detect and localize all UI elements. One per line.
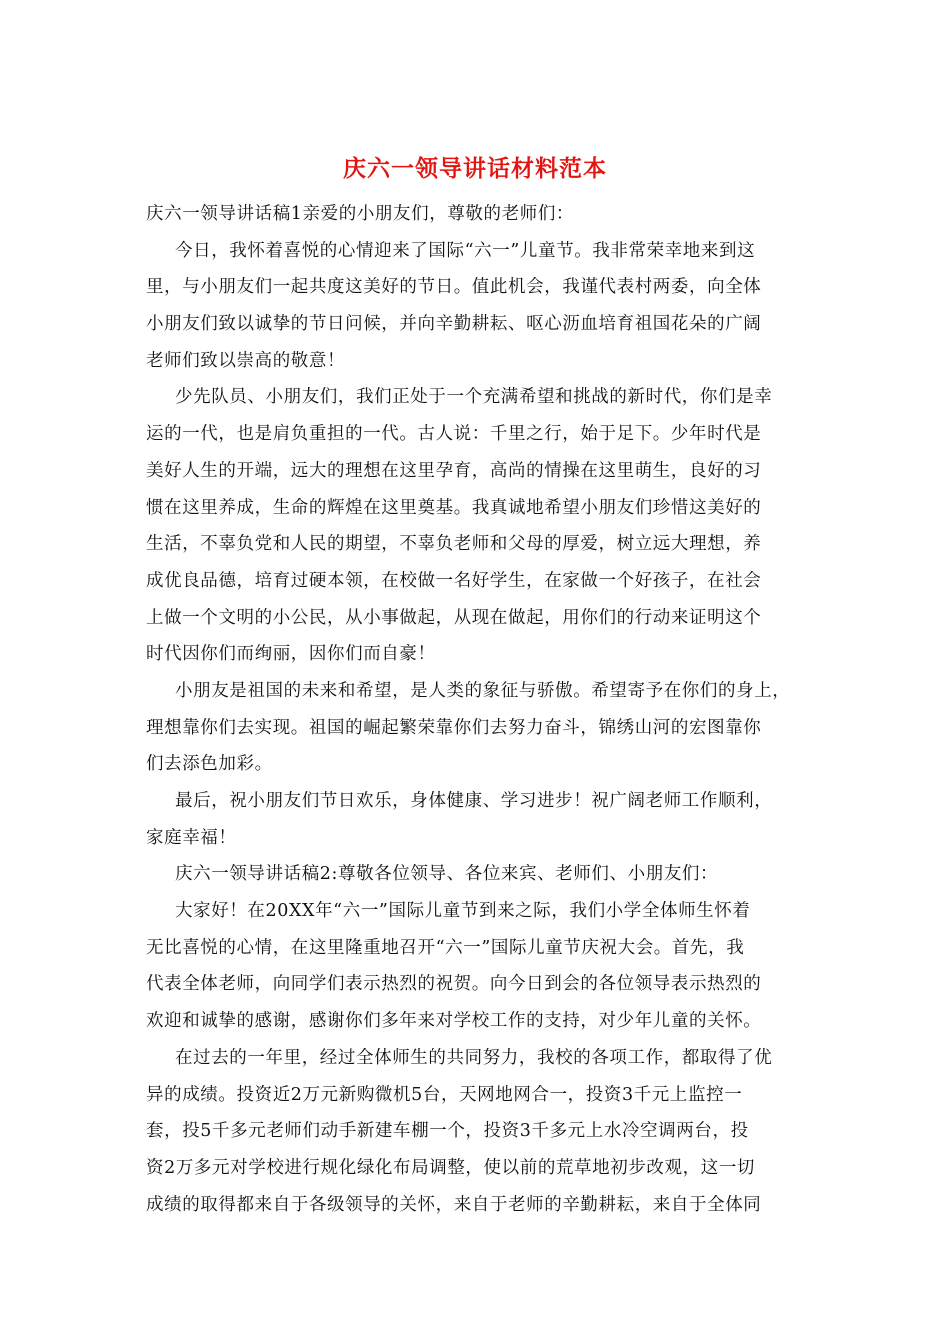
body-line: 老师们致以崇高的敬意！ (146, 350, 346, 371)
document-body (146, 196, 806, 1223)
body-line: 欢迎和诚挚的感谢，感谢你们多年来对学校工作的支持，对少年儿童的关怀。 (146, 1011, 762, 1032)
body-line: 大家好！在20XX年“六一”国际儿童节到来之际，我们小学全体师生怀着 (175, 901, 751, 922)
body-line: 少先队员、小朋友们，我们正处于一个充满希望和挑战的新时代，你们是幸 (175, 387, 773, 408)
body-line: 们去添色加彩。 (146, 754, 273, 775)
body-line: 运的一代，也是肩负重担的一代。古人说：千里之行，始于足下。少年时代是 (146, 424, 762, 445)
body-line: 时代因你们而绚丽，因你们而自豪！ (146, 644, 436, 665)
body-line: 无比喜悦的心情，在这里隆重地召开“六一”国际儿童节庆祝大会。首先，我 (146, 937, 745, 958)
body-line: 今日，我怀着喜悦的心情迎来了国际“六一”儿童节。我非常荣幸地来到这 (175, 240, 756, 261)
body-line: 惯在这里养成，生命的辉煌在这里奠基。我真诚地希望小朋友们珍惜这美好的 (146, 497, 762, 518)
body-line: 庆六一领导讲话稿1亲爱的小朋友们，尊敬的老师们： (146, 204, 575, 224)
body-line: 上做一个文明的小公民，从小事做起，从现在做起，用你们的行动来证明这个 (146, 607, 762, 628)
body-line: 家庭幸福！ (146, 827, 237, 848)
body-line: 套，投5千多元老师们动手新建车棚一个，投资3千多元上水冷空调两台，投 (146, 1121, 749, 1142)
body-line: 成优良品德，培育过硬本领，在校做一名好学生，在家做一个好孩子，在社会 (146, 570, 762, 591)
body-line: 小朋友们致以诚挚的节日问候，并向辛勤耕耘、呕心沥血培育祖国花朵的广阔 (146, 314, 762, 335)
body-line: 在过去的一年里，经过全体师生的共同努力，我校的各项工作，都取得了优 (175, 1047, 773, 1068)
body-line: 美好人生的开端，远大的理想在这里孕育，高尚的情操在这里萌生，良好的习 (146, 460, 762, 481)
body-line: 代表全体老师，向同学们表示热烈的祝贺。向今日到会的各位领导表示热烈的 (146, 974, 762, 995)
body-line: 异的成绩。投资近2万元新购微机5台，天网地网合一，投资3千元上监控一 (146, 1084, 743, 1105)
body-line: 生活，不辜负党和人民的期望，不辜负老师和父母的厚爱，树立远大理想，养 (146, 534, 762, 555)
body-line: 资2万多元对学校进行规化绿化布局调整，使以前的荒草地初步改观，这一切 (146, 1157, 756, 1178)
body-line: 理想靠你们去实现。祖国的崛起繁荣靠你们去努力奋斗，锦绣山河的宏图靠你 (146, 717, 762, 738)
body-line: 庆六一领导讲话稿2:尊敬各位领导、各位来宾、老师们、小朋友们： (175, 864, 719, 885)
body-line: 成绩的取得都来自于各级领导的关怀，来自于老师的辛勤耕耘，来自于全体同 (146, 1194, 762, 1215)
document-title: 庆六一领导讲话材料范本 (343, 155, 607, 182)
body-line: 小朋友是祖国的未来和希望，是人类的象征与骄傲。希望寄予在你们的身上， (175, 680, 791, 701)
body-line: 最后，祝小朋友们节日欢乐，身体健康、学习进步！祝广阔老师工作顺利， (175, 791, 773, 811)
body-line: 里，与小朋友们一起共度这美好的节日。值此机会，我谨代表村两委，向全体 (146, 277, 762, 298)
